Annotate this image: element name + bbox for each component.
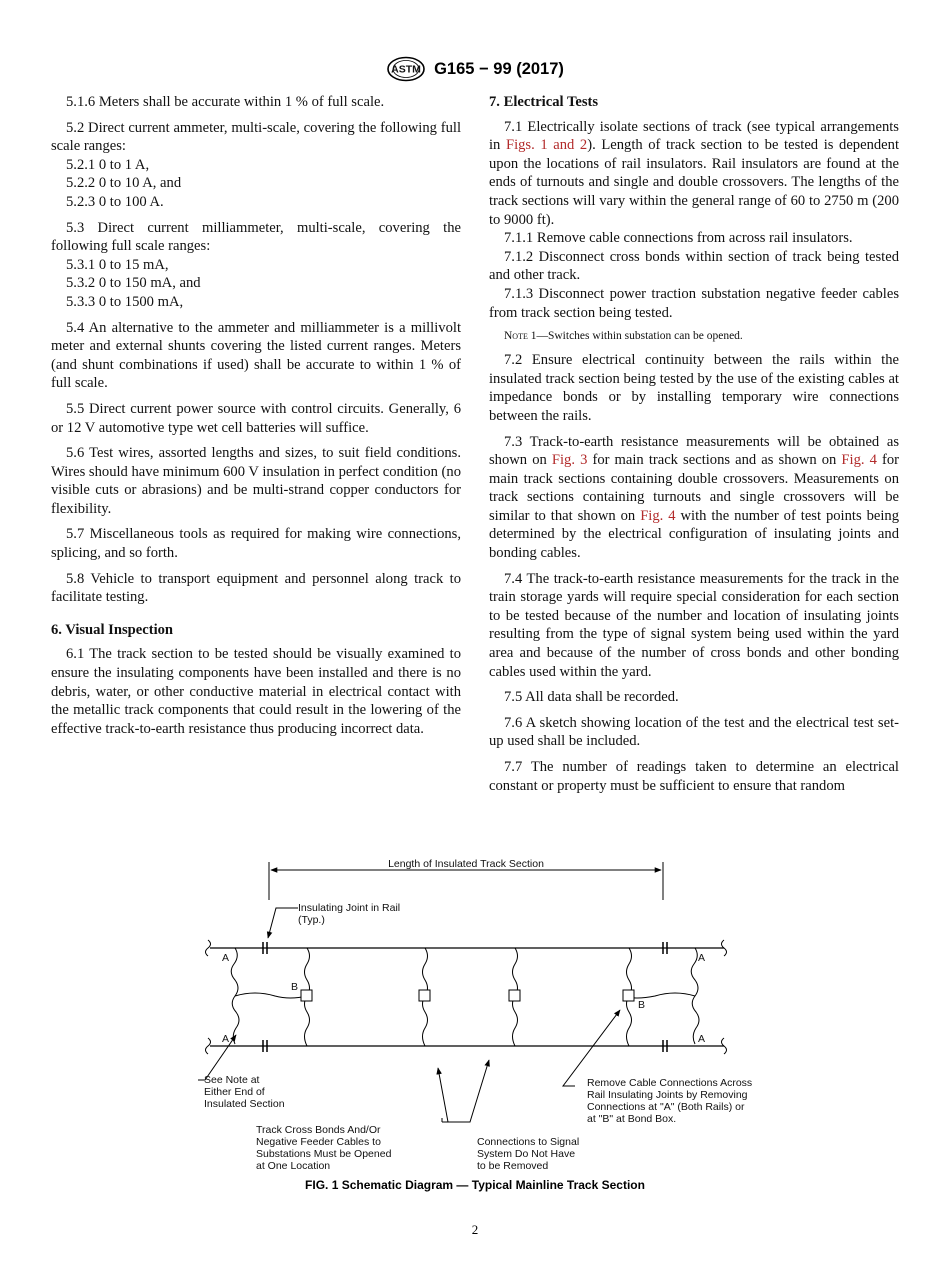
para-7-1-text-a: 7.1 Electrically isolate sections of track (see typical arrangements in <box>489 118 899 154</box>
note-line-1: See Note at <box>204 1074 260 1086</box>
para-7-3-text-a: 7.3 Track-to-earth resistance measurements will be obtained as shown on <box>489 433 899 469</box>
para-5-5: 5.5 Direct current power source with control circuits. Generally, 6 or 12 V automotive type wet cell batteries will suffice. <box>51 400 461 436</box>
para-7-6: 7.6 A sketch showing location of the test and the electrical test set-up used shall be included. <box>489 714 899 750</box>
para-7-1-3: 7.1.3 Disconnect power traction substation negative feeder cables from track section being tested. <box>489 285 899 321</box>
joint-label-line-2: (Typ.) <box>298 914 325 926</box>
figure-caption: FIG. 1 Schematic Diagram — Typical Mainline Track Section <box>305 1178 645 1192</box>
para-7-3-text-d: with the number of test points being determined by the electrical configuration of insulating joints and bonding cables. <box>489 507 900 562</box>
figure-1-schematic <box>180 850 780 1180</box>
note-line-2: Either End of <box>204 1086 265 1098</box>
rail-break-bl <box>206 1038 211 1054</box>
page-number: 2 <box>471 1222 479 1237</box>
figs-1-2-link[interactable]: Figs. 1 and 2 <box>505 137 588 154</box>
para-6-1: 6.1 The track section to be tested should be visually examined to ensure the insulating components have been installed and there is no debris, water, or other conductive material in electrical contact with the metallic track components that could result in the lowering of the effective track-to-earth resistance thus producing incorrect data. <box>51 646 461 737</box>
remove-line-3: Connections at "A" (Both Rails) or <box>587 1101 745 1113</box>
crossbond-leader <box>438 1068 448 1122</box>
remove-line-1: Remove Cable Connections Across <box>587 1077 753 1089</box>
remove-line-4: at "B" at Bond Box. <box>587 1113 677 1125</box>
crossbond-line-1: Track Cross Bonds And/Or <box>256 1124 381 1136</box>
joint-leader <box>268 908 298 938</box>
remove-line-2: Rail Insulating Joints by Removing <box>587 1089 748 1101</box>
label-b-left: B <box>291 981 299 993</box>
para-5-8: 5.8 Vehicle to transport equipment and personnel along track to facilitate testing. <box>51 570 461 606</box>
crossbond-line-3: Substations Must be Opened <box>256 1148 392 1160</box>
para-5-3: 5.3 Direct current milliammeter, multi-scale, covering the following full scale ranges: <box>51 219 461 255</box>
para-7-3-text-b: for main track sections and as shown on <box>587 452 842 469</box>
para-7-1 <box>489 118 899 230</box>
joint-label-line-1: Insulating Joint in Rail <box>298 902 401 914</box>
cable-a-left-to-box <box>235 993 307 998</box>
cable-a-right-to-box <box>625 993 695 998</box>
length-label: Length of Insulated Track Section <box>388 858 544 870</box>
crossbond-line-2: Negative Feeder Cables to <box>256 1136 381 1148</box>
para-7-7: 7.7 The number of readings taken to determine an electrical constant or property must be sufficient to ensure that random <box>489 759 899 794</box>
signal-line-1: Connections to Signal <box>477 1136 580 1148</box>
para-5-6: 5.6 Test wires, assorted lengths and sizes, to suit field conditions. Wires should have minimum 600 V insulation in perfect condition (no visible cuts or abrasions) and be multi-strand copper conductors for flexibility. <box>51 445 461 517</box>
para-5-1-6: 5.1.6 Meters shall be accurate within 1 % of full scale. <box>66 94 385 110</box>
para-7-3-text-c: for main track sections containing double crossovers. Measurements on track sections containing turnouts and single crossovers will be similar to that shown on <box>489 452 900 524</box>
logo-text: ASTM <box>391 63 421 76</box>
signal-line-3: to be Removed <box>477 1160 549 1172</box>
para-7-4: 7.4 The track-to-earth resistance measurements for the track in the train storage yards will require special consideration for each section to be tested because of the number and location of insulating joints resulting from the type of signal system being used within the yard area and because of the number of cross bonds and other bonding cables used within the yard. <box>489 570 899 680</box>
para-7-1-text-b: ). Length of track section to be tested is dependent upon the locations of rail insulators. Rail insulators are found at the ends of turnouts and single and double crossovers. The lengths of the track sections will vary within the general range of 60 to 2750 m (200 to 9000 ft). <box>489 137 899 228</box>
note-1-label: Note 1 <box>504 330 537 343</box>
label-a-bottom-right: A <box>698 1033 706 1045</box>
rail-break-tl <box>206 940 211 956</box>
signal-leader-2 <box>448 1060 489 1122</box>
para-7-1-2: 7.1.2 Disconnect cross bonds within section of track being tested and other track. <box>489 248 899 284</box>
section-heading-6: 6. Visual Inspection <box>51 621 174 638</box>
para-7-5: 7.5 All data shall be recorded. <box>504 689 679 706</box>
fig-4-link-2[interactable]: Fig. 4 <box>640 507 676 524</box>
bond-box-4 <box>623 990 634 1001</box>
para-5-2: 5.2 Direct current ammeter, multi-scale, covering the following full scale ranges: <box>51 119 461 155</box>
para-5-4: 5.4 An alternative to the ammeter and milliammeter is a millivolt meter and external shunts covering the listed current ranges. Meters (and shunt combinations if used) shall be accurate to within 1 % of full scale. <box>51 319 461 392</box>
para-7-3 <box>489 433 899 563</box>
para-5-3-2: 5.3.2 0 to 150 mA, and <box>66 275 201 292</box>
note-1 <box>489 328 899 344</box>
label-a-bottom-left: A <box>222 1033 230 1045</box>
crossbond-line-4: at One Location <box>256 1160 331 1172</box>
para-7-2: 7.2 Ensure electrical continuity between the rails within the insulated track section being tested by the use of the existing cables at impedance bonds or by installing temporary wire connections between the rails. <box>489 352 899 424</box>
para-5-7: 5.7 Miscellaneous tools as required for making wire connections, splicing, and so forth. <box>51 526 461 562</box>
astm-logo-icon <box>386 56 426 82</box>
right-column <box>489 93 899 802</box>
fig-3-link[interactable]: Fig. 3 <box>551 452 588 469</box>
para-5-2-2: 5.2.2 0 to 10 A, and <box>66 175 182 192</box>
para-5-2-3: 5.2.3 0 to 100 A. <box>66 193 164 210</box>
para-5-2-1: 5.2.1 0 to 1 A, <box>66 156 150 173</box>
left-column <box>51 93 461 745</box>
label-b-right: B <box>638 999 646 1011</box>
bond-box-2 <box>419 990 430 1001</box>
para-7-1-1: 7.1.1 Remove cable connections from across rail insulators. <box>504 230 853 247</box>
label-a-top-left: A <box>222 952 230 964</box>
bond-box-1 <box>301 990 312 1001</box>
page-header <box>0 56 950 84</box>
para-5-3-3: 5.3.3 0 to 1500 mA, <box>66 293 184 310</box>
signal-line-2: System Do Not Have <box>477 1148 576 1160</box>
fig-4-link[interactable]: Fig. 4 <box>841 452 877 469</box>
note-line-3: Insulated Section <box>204 1098 285 1110</box>
section-heading-7: 7. Electrical Tests <box>489 94 599 110</box>
bond-box-3 <box>509 990 520 1001</box>
document-designation: G165 − 99 (2017) <box>434 59 564 78</box>
para-5-3-1: 5.3.1 0 to 15 mA, <box>66 256 169 273</box>
note-1-text: —Switches within substation can be opened. <box>536 330 743 343</box>
remove-leader <box>563 1010 620 1086</box>
label-a-top-right: A <box>698 952 706 964</box>
